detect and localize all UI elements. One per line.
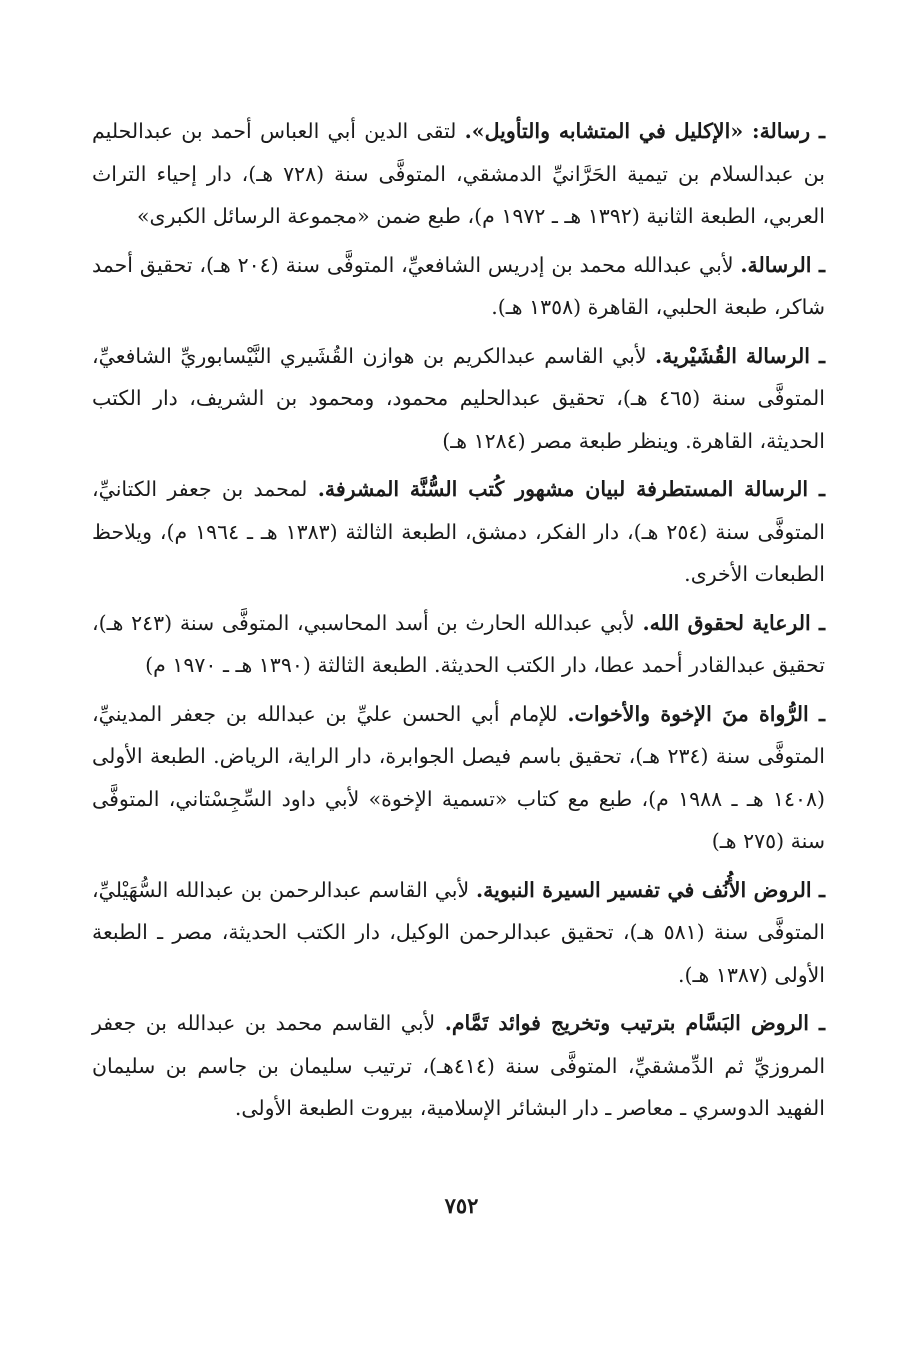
entry-body: لأبي عبدالله الحارث بن أسد المحاسبي، المتوفَّى سنة (٢٤٣ هـ)، تحقيق عبدالقادر أحمد عطا، دار الكتب الحديثة. الطبعة الثالثة (١٣٩٠ هـ ـ ١٩٧٠ م): [92, 610, 825, 677]
entry-title: ـ رسالة: «الإكليل في المتشابه والتأويل».: [464, 119, 825, 143]
entry-body: لتقى الدين أبي العباس أحمد بن عبدالحليم بن عبدالسلام بن تيمية الحَرَّانيِّ الدمشقي، المتوفَّى سنة (٧٢٨ هـ)، دار إحياء التراث العربي، الطبعة الثانية (١٣٩٢ هـ ـ ١٩٧٢ م)، طبع ضمن «مجموعة الرسائل الكبرى»: [92, 119, 825, 228]
bibliography-entry: [92, 602, 825, 687]
entry-body: لأبي القاسم محمد بن عبدالله بن جعفر المروزيِّ ثم الدِّمشقيِّ، المتوفَّى سنة (٤١٤هـ)، ترتيب سليمان بن جاسم بن سليمان الفهيد الدوسري ـ معاصر ـ دار البشائر الإسلامية، بيروت الطبعة الأولى.: [92, 1011, 826, 1120]
bibliography-entry: [92, 468, 825, 596]
page-number: ٧٥٢: [444, 1193, 479, 1218]
entry-body: لأبي عبدالله محمد بن إدريس الشافعيِّ، المتوفَّى سنة (٢٠٤ هـ)، تحقيق أحمد شاكر، طبعة الحلبي، القاهرة (١٣٥٨ هـ).: [92, 252, 825, 319]
entry-title: ـ الرسالة القُشَيْرية.: [655, 343, 826, 368]
entry-title: ـ الروض البَسَّام بترتيب وتخريج فوائد تَمَّام.: [444, 1011, 825, 1035]
bibliography-entry: [92, 693, 825, 863]
entry-title: ـ الروض الأُنُف في تفسير السيرة النبوية.: [476, 877, 825, 902]
entry-title: ـ الرسالة.: [740, 252, 825, 277]
bibliography-entry: [92, 110, 825, 238]
bibliography-entry: [92, 244, 825, 329]
bibliography-entry: [92, 869, 825, 997]
entry-body: للإمام أبي الحسن عليِّ بن عبدالله بن جعفر المدينيِّ، المتوفَّى سنة (٢٣٤ هـ)، تحقيق باسم فيصل الجوابرة، دار الراية، الرياض. الطبعة الأولى (١٤٠٨ هـ ـ ١٩٨٨ م)، طبع مع كتاب «تسمية الإخوة» لأبي داود السِّجِسْتاني، المتوفَّى سنة (٢٧٥ هـ): [92, 701, 826, 853]
entry-body: لمحمد بن جعفر الكتانيِّ، المتوفَّى سنة (٢٥٤ هـ)، دار الفكر، دمشق، الطبعة الثالثة (١٣٨٣ هـ ـ ١٩٦٤ م)، ويلاحظ الطبعات الأخرى.: [92, 477, 825, 586]
entry-title: ـ الرسالة المستطرفة لبيان مشهور كُتب السُّنَّة المشرفة.: [317, 477, 825, 501]
entry-title: ـ الرعاية لحقوق الله.: [642, 610, 825, 635]
bibliography-entry: [92, 1002, 825, 1130]
bibliography-list: [92, 110, 825, 1136]
entry-body: لأبي القاسم عبدالرحمن بن عبدالله السُّهَيْليِّ، المتوفَّى سنة (٥٨١ هـ)، تحقيق عبدالرحمن الوكيل، دار الكتب الحديثة، مصر ـ الطبعة الأولى (١٣٨٧ هـ).: [92, 877, 825, 987]
entry-title: ـ الرُّواة منَ الإخوة والأخوات.: [567, 701, 825, 726]
bibliography-entry: [92, 335, 825, 463]
entry-body: لأبي القاسم عبدالكريم بن هوازن القُشَيري النَّيْسابوريِّ الشافعيِّ، المتوفَّى سنة (٤٦٥ هـ)، تحقيق عبدالحليم محمود، ومحمود بن الشريف، دار الكتب الحديثة، القاهرة. وينظر طبعة مصر (١٢٨٤ هـ): [92, 343, 826, 453]
